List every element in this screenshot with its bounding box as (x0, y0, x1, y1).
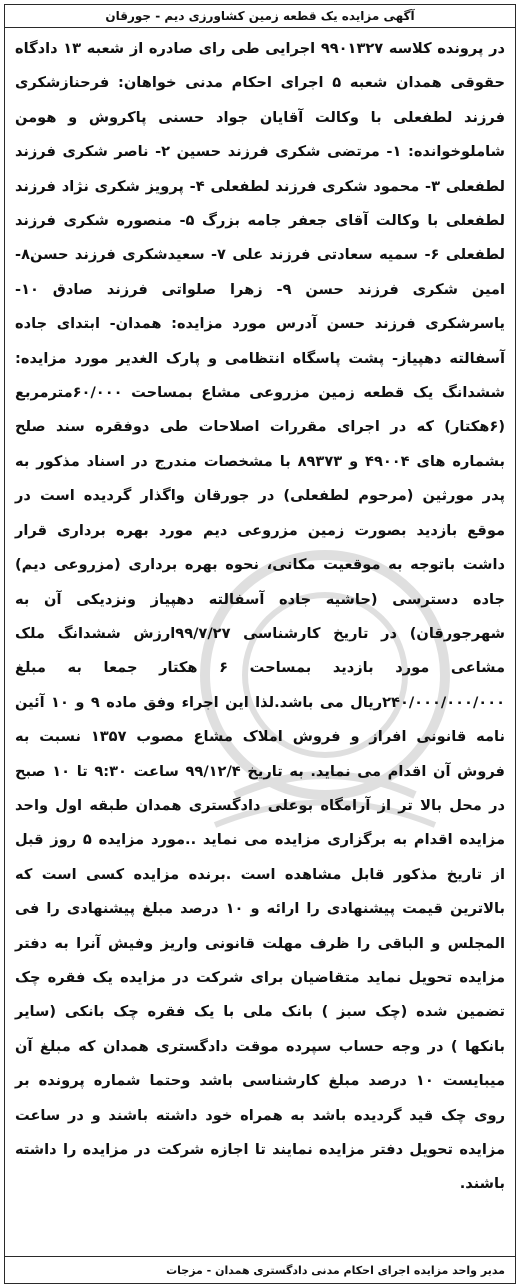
notice-body: در پرونده کلاسه ۹۹۰۱۳۲۷ اجرایی طی رای صادره از شعبه ۱۳ دادگاه حقوقی همدان شعبه ۵ اجرای احکام مدنی خواهان: فرحنازشکری فرزند لطفعلی با وکالت آقایان جواد حسنی پاکروش و هومن شاملوخوانده: ۱- مرتضی شکری فرزند حسین ۲- ناصر شکری فرزند لطفعلی ۳- محمود شکری فرزند لطفعلی ۴- پرویز شکری نژاد فرزند لطفعلی با وکالت آقای جعفر جامه بزرگ ۵- منصوره شکری فرزند لطفعلی ۶- سمیه سعادتی فرزند علی ۷- سعیدشکری فرزند حسن۸- امین شکری فرزند حسن ۹- زهرا صلواتی فرزند صادق ۱۰- یاسرشکری فرزند حسن آدرس مورد مزایده: همدان- ابتدای جاده آسفالته دهپیاز- پشت پاسگاه انتظامی و پارک الغدیر مورد مزایده: ششدانگ یک قطعه زمین مزروعی مشاع بمساحت ۶۰/۰۰۰مترمربع (۶هکتار) که در اجرای مقررات اصلاحات طی دوفقره سند صلح بشماره های ۴۹۰۰۴ و ۸۹۳۷۳ با مشخصات مندرج در اسناد مذکور به پدر مورثین (مرحوم لطفعلی) در جورقان واگذار گردیده است در موقع بازدید بصورت زمین مزروعی دیم مورد بهره برداری قرار داشت باتوجه به موقعیت مکانی، نحوه بهره برداری (مزروعی دیم) جاده دسترسی (حاشیه جاده آسفالته دهپیاز ونزدیکی آن به شهرجورقان) در تاریخ کارشناسی ۹۹/۷/۲۷ارزش ششدانگ ملک مشاعی مورد بازدید بمساحت ۶ هکتار جمعا به مبلغ ۲۴۰/۰۰۰/۰۰۰/۰۰۰ریال می باشد.لذا این اجراء وفق ماده ۹ و ۱۰ آئین نامه قانونی افراز و فروش املاک مشاع مصوب ۱۳۵۷ نسبت به فروش آن اقدام می نماید. به تاریخ ۹۹/۱۲/۴ ساعت ۹:۳۰ تا ۱۰ صبح در محل بالا تر از آرامگاه بوعلی دادگستری همدان طبقه اول واحد مزایده اقدام به برگزاری مزایده می نماید ..مورد مزایده ۵ روز قبل از تاریخ مذکور قابل مشاهده است .برنده مزایده کسی است که بالاترین قیمت پیشنهادی را ارائه و ۱۰ درصد مبلغ پیشنهادی را فی المجلس و الباقی را ظرف مهلت قانونی واریز وفیش آنرا به دفتر مزایده تحویل نماید متقاضیان برای شرکت در مزایده یک فقره چک تضمین شده (چک سبز ) بانک ملی با یک فقره چک بانکی (سایر بانکها ) در وجه حساب سپرده موقت دادگستری همدان که مبلغ آن میبایست ۱۰ درصد مبلغ کارشناسی باشد وحتما شماره پرونده بر روی چک قید گردیده باشد به همراه خود داشته باشند و در ساعت مزایده تحویل دفتر مزایده نمایند تا اجازه شرکت در مزایده را داشته باشند. (15, 40, 506, 1193)
notice-footer: مدیر واحد مزایده اجرای احکام مدنی دادگستری همدان - مزجات (5, 1256, 515, 1283)
auction-notice (4, 4, 516, 1284)
notice-title: آگهی مزایده یک قطعه زمین کشاورزی دیم - جورقان (5, 5, 515, 28)
